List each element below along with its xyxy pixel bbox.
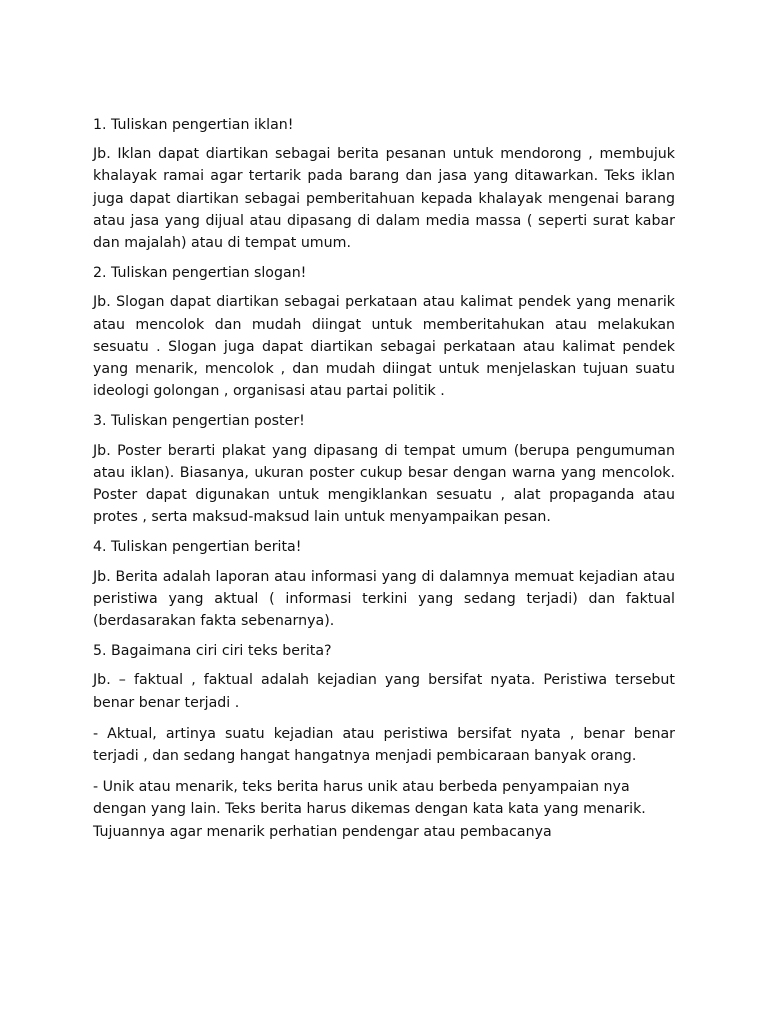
extra-point-actual: - Aktual, artinya suatu kejadian atau peristiwa bersifat nyata , benar benar terjadi , dan sedang hangat hangatnya menjadi pembicaraan banyak orang. (93, 725, 675, 765)
answer-3: Jb. Poster berarti plakat yang dipasang di tempat umum (berupa pengumuman atau iklan). Biasanya, ukuran poster cukup besar dengan warna yang mencolok. Poster dapat digunakan untuk mengiklankan sesuatu , alat propaganda atau protes , serta maksud-maksud lain untuk menyampaikan pesan. (93, 442, 675, 526)
answer-4: Jb. Berita adalah laporan atau informasi yang di dalamnya memuat kejadian atau peristiwa yang aktual ( informasi terkini yang sedang terjadi) dan faktual (berdasarakan fakta sebenarnya). (93, 568, 675, 630)
answer-2: Jb. Slogan dapat diartikan sebagai perkataan atau kalimat pendek yang menarik atau mencolok dan mudah diingat untuk memberitahukan atau melakukan sesuatu . Slogan juga dapat diartikan sebagai perkataan atau kalimat pendek yang menarik, mencolok , dan mudah diingat untuk menjelaskan tujuan suatu ideologi golongan , organisasi atau partai politik . (93, 294, 675, 400)
answer-1: Jb. Iklan dapat diartikan sebagai berita pesanan untuk mendorong , membujuk khalayak ramai agar tertarik pada barang dan jasa yang ditawarkan. Teks iklan juga dapat diartikan sebagai pemberitahuan kepada khalayak mengenai barang atau jasa yang dijual atau dipasang di dalam media massa ( seperti surat kabar dan majalah) atau di tempat umum. (93, 146, 675, 252)
question-2: 2. Tuliskan pengertian slogan! (93, 265, 307, 282)
document-content (93, 114, 675, 851)
answer-5: Jb. – faktual , faktual adalah kejadian yang bersifat nyata. Peristiwa tersebut benar benar terjadi . (93, 672, 675, 711)
extra-point-unique: - Unik atau menarik, teks berita harus unik atau berbeda penyampaian nya dengan yang lain. Teks berita harus dikemas dengan kata kata yang menarik. Tujuannya agar menarik perhatian pendengar atau pembacanya (93, 779, 646, 840)
question-3: 3. Tuliskan pengertian poster! (93, 413, 305, 430)
question-5: 5. Bagaimana ciri ciri teks berita? (93, 643, 332, 660)
question-1: 1. Tuliskan pengertian iklan! (93, 117, 294, 133)
question-4: 4. Tuliskan pengertian berita! (93, 539, 302, 556)
